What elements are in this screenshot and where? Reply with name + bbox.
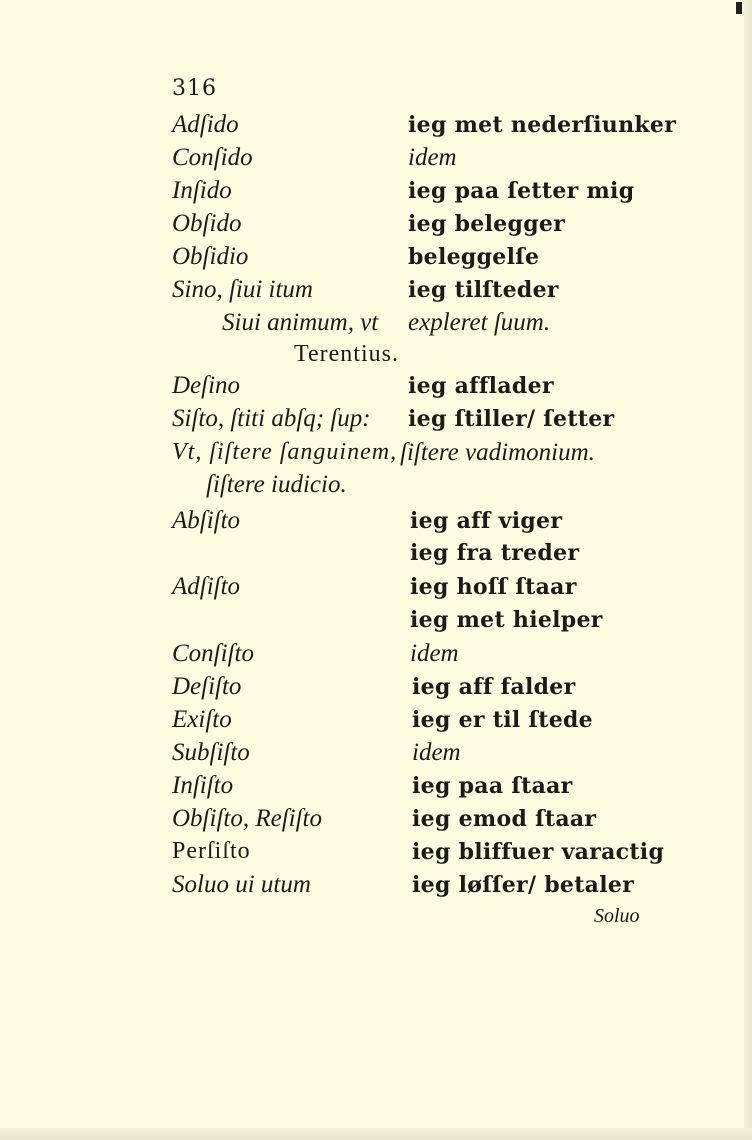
entry-danish: ieg emod ſtaar <box>412 806 597 832</box>
entry-latin: Deſino <box>172 372 241 399</box>
entry-latin: Obſiſto, Reſiſto <box>172 805 322 832</box>
entry-latin: Inſiſto <box>172 772 234 799</box>
entry-latin: Exiſto <box>172 706 232 733</box>
entry-danish: ieg belegger <box>408 211 566 237</box>
entry-danish: ieg aff viger <box>410 508 563 534</box>
scan-corner-mark <box>736 2 742 14</box>
phrase-line-right: ſiſtere vadimonium. <box>400 439 595 466</box>
entry-danish: ieg aff falder <box>412 674 576 700</box>
entry-danish: ieg ſtiller/ ſetter <box>408 406 615 432</box>
entry-latin: Obſidio <box>172 243 249 270</box>
entry-latin: Conſiſto <box>172 640 254 667</box>
entry-danish: idem <box>408 144 457 171</box>
entry-danish: ieg løſſer/ betaler <box>412 872 635 898</box>
entry-danish: ieg paa ſtaar <box>412 773 573 799</box>
entry-latin: Siſto, ſtiti abſq; ſup: <box>172 405 371 432</box>
entry-latin: Conſido <box>172 144 253 171</box>
entry-danish: ieg er til ſtede <box>412 707 593 733</box>
entry-latin: Deſiſto <box>172 673 242 700</box>
phrase-line-2: ſiſtere iudicio. <box>206 471 347 498</box>
page-number: 316 <box>172 76 217 101</box>
entry-latin: Soluo ui utum <box>172 871 311 898</box>
phrase-line-left: Vt, ſiſtere ſanguinem, <box>172 439 398 465</box>
quote-attribution: Terentius. <box>294 341 399 367</box>
entry-danish: ieg fra treder <box>410 540 580 566</box>
entry-latin: Obſido <box>172 210 242 237</box>
entry-danish: ieg met hielper <box>410 607 603 633</box>
entry-latin: Perſiſto <box>172 838 251 864</box>
page-edge-bottom <box>0 1128 752 1140</box>
entry-latin: Adſido <box>172 111 239 138</box>
entry-latin: Sino, ſiui itum <box>172 276 313 303</box>
entry-danish: ieg met nederſiunker <box>408 112 677 138</box>
entry-danish: idem <box>410 640 459 667</box>
entry-danish: ieg bliffuer varactig <box>412 839 665 865</box>
entry-danish: ieg afflader <box>408 373 554 399</box>
entry-danish: idem <box>412 739 461 766</box>
catchword: Soluo <box>594 905 640 927</box>
quote-line-left: Siui animum, vt <box>222 309 379 336</box>
entry-latin: Abſiſto <box>172 507 241 534</box>
entry-latin: Inſido <box>172 177 232 204</box>
entry-danish: ieg hoſſ ſtaar <box>410 574 577 600</box>
entry-danish: ieg paa ſetter mig <box>408 178 635 204</box>
page-edge-right <box>744 0 752 1140</box>
entry-latin: Subſiſto <box>172 739 250 766</box>
quote-line-right: expleret ſuum. <box>408 309 551 336</box>
entry-danish: ieg tilſteder <box>408 277 559 303</box>
entry-danish: beleggelſe <box>408 244 540 270</box>
entry-latin: Adſiſto <box>172 573 241 600</box>
